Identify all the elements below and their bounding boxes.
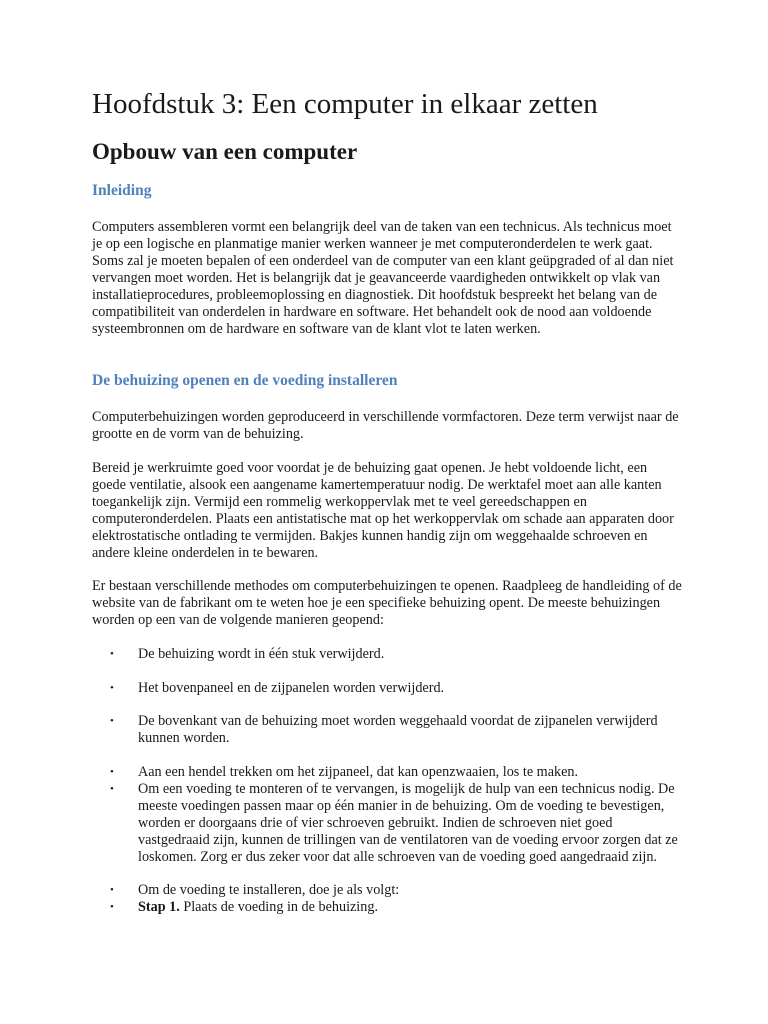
list-item-text: De bovenkant van de behuizing moet worden weggehaald voordat de zijpanelen verwijderd kunnen worden.: [138, 713, 658, 746]
bullet-icon: •: [110, 682, 114, 694]
list-item-text: Om een voeding te monteren of te vervangen, is mogelijk de hulp van een technicus nodig. De meeste voedingen passen maar op één manier in de behuizing. Om de voeding te bevestigen, worden er doorgaans drie of vier schroeven gebruikt. Indien de schroeven niet goed vastgedraaid zijn, kunnen de trillingen van de ventilatoren van de voeding ervoor zorgen dat ze loskomen. Zorg er dus zeker voor dat alle schroeven van de voeding goed aangedraaid zijn.: [138, 781, 678, 865]
chapter-title: Hoofdstuk 3: Een computer in elkaar zetten: [92, 88, 598, 120]
bullet-icon: •: [110, 715, 114, 727]
bullet-icon: •: [110, 766, 114, 778]
bullet-icon: •: [110, 901, 114, 913]
list-item-text: De behuizing wordt in één stuk verwijderd.: [138, 646, 385, 662]
bullet-icon: •: [110, 884, 114, 896]
heading-behuizing: De behuizing openen en de voeding installeren: [92, 372, 398, 389]
list-item-text: Het bovenpaneel en de zijpanelen worden verwijderd.: [138, 680, 445, 696]
list-item-text: Om de voeding te installeren, doe je als volgt:: [138, 882, 400, 898]
step-label: Stap 1.: [138, 899, 180, 915]
bullet-icon: •: [110, 783, 114, 795]
step-description: Plaats de voeding in de behuizing.: [179, 899, 378, 915]
section-title: Opbouw van een computer: [92, 139, 358, 164]
paragraph-methodes: Er bestaan verschillende methodes om computerbehuizingen te openen. Raadpleeg de handleiding of de website van de fabrikant om te weten hoe je een specifieke behuizing opent. De meeste behuizingen worden op een van de volgende manieren geopend:: [92, 578, 682, 628]
step-text: [138, 899, 684, 916]
bullet-icon: •: [110, 648, 114, 660]
paragraph-werkruimte: Bereid je werkruimte goed voor voordat je de behuizing gaat openen. Je hebt voldoende licht, een goede ventilatie, alsook een aangename kamertemperatuur nodig. De werktafel moet aan alle kanten toegankelijk zijn. Vermijd een rommelig werkoppervlak met te veel gereedschappen en computeronderdelen. Plaats een antistatische mat op het werkoppervlak om schade aan apparaten door elektrostatische ontlading te vermijden. Bakjes kunnen handig zijn om weggehaalde schroeven en andere kleine onderdelen in te bewaren.: [92, 460, 674, 561]
paragraph-vormfactoren: Computerbehuizingen worden geproduceerd in verschillende vormfactoren. Deze term verwijst naar de grootte en de vorm van de behuizing.: [92, 409, 679, 442]
paragraph-inleiding: Computers assembleren vormt een belangrijk deel van de taken van een technicus. Als technicus moet je op een logische en planmatige manier werken wanneer je met computeronderdelen te werk gaat. Soms zal je moeten bepalen of een onderdeel van de computer van een klant geüpgraded of al dan niet vervangen moet worden. Het is belangrijk dat je geavanceerde vaardigheden ontwikkelt op vlak van installatieprocedures, probleemoplossing en diagnostiek. Dit hoofdstuk bespreekt het belang van de compatibiliteit van onderdelen in hardware en software. Het behandelt ook de nood aan voldoende systeembronnen om de hardware en software van de klant vlot te laten werken.: [92, 219, 674, 337]
heading-inleiding: Inleiding: [92, 182, 152, 199]
list-item-text: Aan een hendel trekken om het zijpaneel, dat kan openzwaaien, los te maken.: [138, 764, 579, 780]
